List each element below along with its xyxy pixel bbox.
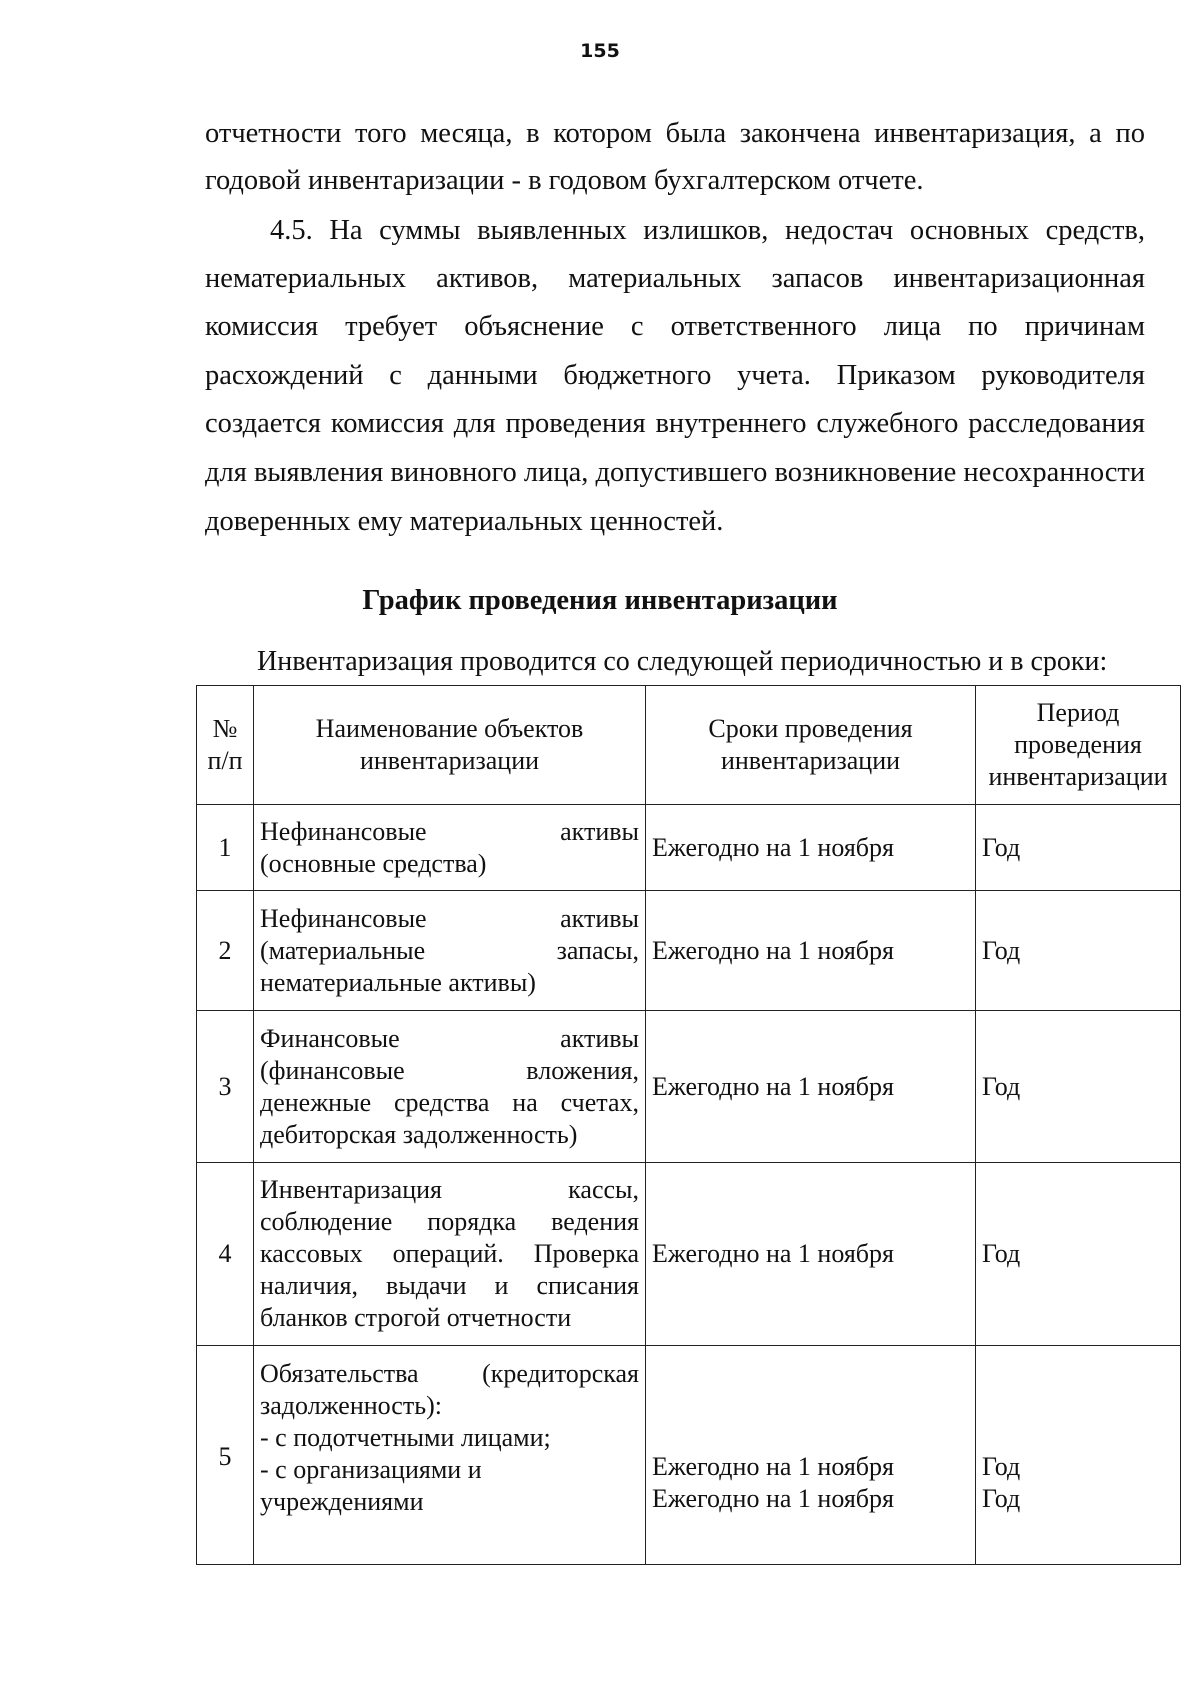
row-number: 3	[197, 1011, 254, 1163]
table-row	[197, 891, 1181, 1011]
row-number: 5	[197, 1346, 254, 1565]
section-heading: График проведения инвентаризации	[362, 585, 838, 616]
paragraph-line: расхождений с данными бюджетного учета. Приказом руководителя	[205, 360, 1145, 391]
row-terms: Ежегодно на 1 ноября	[646, 1163, 976, 1346]
header-terms: Сроки проведения инвентаризации	[646, 686, 976, 805]
row-number: 4	[197, 1163, 254, 1346]
inventory-schedule-table	[196, 685, 1181, 1565]
page-number: 155	[580, 40, 620, 62]
table-row	[197, 1163, 1181, 1346]
table-row	[197, 1346, 1181, 1565]
row-terms: Ежегодно на 1 ноября	[646, 805, 976, 891]
paragraph-line: создается комиссия для проведения внутреннего служебного расследования	[205, 408, 1145, 439]
row-period: Год	[976, 891, 1181, 1011]
row-period: Год	[976, 805, 1181, 891]
paragraph-line: годовой инвентаризации - в годовом бухгалтерском отчете.	[205, 165, 924, 196]
table-row	[197, 805, 1181, 891]
row-object-name: Обязательства (кредиторская задолженность): - с подотчетными лицами; - с организациями и учреждениями	[254, 1346, 646, 1565]
row-period: Год Год	[976, 1346, 1181, 1565]
paragraph-line: для выявления виновного лица, допустившего возникновение несохранности	[205, 457, 1146, 488]
row-period: Год	[976, 1011, 1181, 1163]
row-object-name: Финансовые активы (финансовые вложения, денежные средства на счетах, дебиторская задолженность)	[254, 1011, 646, 1163]
row-period: Год	[976, 1163, 1181, 1346]
header-name: Наименование объектов инвентаризации	[254, 686, 646, 805]
row-object-name: Инвентаризация кассы, соблюдение порядка ведения кассовых операций. Проверка наличия, выдачи и списания бланков строгой отчетности	[254, 1163, 646, 1346]
paragraph-line: отчетности того месяца, в котором была закончена инвентаризация, а по	[205, 118, 1145, 149]
paragraph-line: комиссия требует объяснение с ответственного лица по причинам	[205, 311, 1145, 342]
header-num: № п/п	[197, 686, 254, 805]
table-row	[197, 1011, 1181, 1163]
header-period: Период проведения инвентаризации	[976, 686, 1181, 805]
row-terms: Ежегодно на 1 ноября	[646, 891, 976, 1011]
row-number: 1	[197, 805, 254, 891]
row-object-name: Нефинансовые активы (основные средства)	[254, 805, 646, 891]
table-header-row	[197, 686, 1181, 805]
row-terms: Ежегодно на 1 ноября Ежегодно на 1 ноября	[646, 1346, 976, 1565]
paragraph-line: доверенных ему материальных ценностей.	[205, 506, 724, 537]
row-terms: Ежегодно на 1 ноября	[646, 1011, 976, 1163]
row-object-name: Нефинансовые активы (материальные запасы, нематериальные активы)	[254, 891, 646, 1011]
paragraph-line: нематериальных активов, материальных запасов инвентаризационная	[205, 263, 1145, 294]
row-number: 2	[197, 891, 254, 1011]
paragraph-line: 4.5. На суммы выявленных излишков, недостач основных средств,	[270, 215, 1145, 246]
table-intro: Инвентаризация проводится со следующей периодичностью и в сроки:	[257, 646, 1108, 677]
